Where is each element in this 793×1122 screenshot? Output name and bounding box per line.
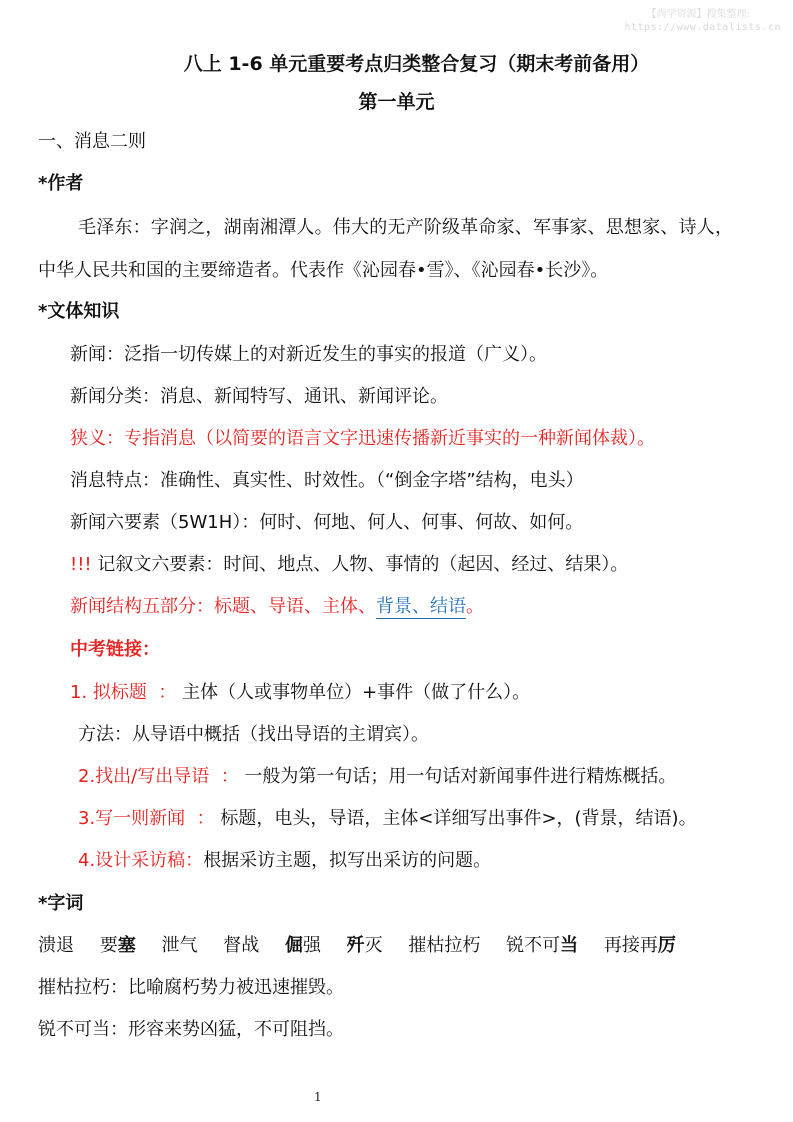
attention-mark: !!! <box>70 554 92 575</box>
news-definition: 新闻：泛指一切传媒上的对新近发生的事实的报道（广义）。 <box>70 344 547 365</box>
exam-item-separator: ： <box>146 682 177 703</box>
exam-item-label: 3.写一则新闻 <box>78 808 186 829</box>
exam-item-text: 主体（人或事物单位）+事件（做了什么）。 <box>176 682 531 703</box>
narrow-definition: 狭义：专指消息（以简要的语言文字迅速传播新近事实的一种新闻体裁）。 <box>70 428 655 449</box>
word-item: 倔强 <box>284 935 321 956</box>
word-item: 要塞 <box>99 935 136 956</box>
exam-item-separator: ： <box>185 808 215 829</box>
exam-item-label: 2.找出/写出导语 <box>78 766 210 787</box>
section-heading: 一、消息二则 <box>38 131 146 152</box>
word-item: 督战 <box>223 935 260 956</box>
word-item: 摧枯拉朽 <box>408 935 481 956</box>
genre-heading: *文体知识 <box>38 301 120 322</box>
word-list <box>38 934 676 958</box>
news-structure-prefix: 新闻结构五部分：标题、导语、主体、 <box>70 596 376 617</box>
news-structure-highlight: 背景、结语 <box>376 596 466 617</box>
word-definition-2: 锐不可当：形容来势凶猛，不可阻挡。 <box>38 1019 344 1040</box>
exam-item-text: 方法：从导语中概括（找出导语的主谓宾）。 <box>78 724 429 745</box>
exam-item-separator: ： <box>209 766 239 787</box>
author-heading: *作者 <box>38 173 84 194</box>
exam-item-2 <box>78 765 676 789</box>
word-item: 歼灭 <box>346 935 383 956</box>
word-definition-1: 摧枯拉朽：比喻腐朽势力被迅速摧毁。 <box>38 977 344 998</box>
word-item: 泄气 <box>161 935 198 956</box>
exam-item-method <box>78 723 429 747</box>
news-six-elements: 新闻六要素（5W1H）：何时、何地、何人、何事、何故、如何。 <box>70 512 584 533</box>
exam-item-label: 1. 拟标题 <box>70 682 147 703</box>
exam-item-4 <box>78 849 491 873</box>
exam-item-text: 标题，电头，导语，主体<详细写出事件>，(背景，结语)。 <box>214 808 697 829</box>
narrative-elements-line <box>70 553 628 577</box>
exam-item-text: 根据采访主题，拟写出采访的问题。 <box>203 850 492 871</box>
word-item: 再接再厉 <box>603 935 676 956</box>
exam-link-heading: 中考链接： <box>70 639 160 660</box>
exam-item-text: 一般为第一句话；用一句话对新闻事件进行精炼概括。 <box>238 766 677 787</box>
page-number: 1 <box>314 1090 322 1104</box>
exam-item-label: 4.设计采访稿： <box>78 850 204 871</box>
narrative-elements: 记叙文六要素：时间、地点、人物、事情的（起因、经过、结果）。 <box>91 554 629 575</box>
author-text-line2: 中华人民共和国的主要缔造者。代表作《沁园春•雪》、《沁园春•长沙》。 <box>38 260 609 281</box>
exam-item-1 <box>70 681 530 705</box>
news-structure-line <box>70 595 484 619</box>
word-item: 锐不可当 <box>506 935 579 956</box>
unit-title: 第一单元 <box>358 91 435 113</box>
watermark-url: https://www.datalists.cn <box>624 22 781 33</box>
news-types: 新闻分类：消息、新闻特写、通讯、新闻评论。 <box>70 386 448 407</box>
news-structure-end: 。 <box>466 596 484 617</box>
words-heading: *字词 <box>38 893 84 914</box>
exam-item-3 <box>78 807 697 831</box>
document-title: 八上 1-6 单元重要考点归类整合复习（期末考前备用） <box>183 53 650 75</box>
watermark-source: 【尚学资源】搜集整理: <box>646 9 750 20</box>
word-item: 溃退 <box>38 935 74 956</box>
author-text-line1: 毛泽东：字润之，湖南湘潭人。伟大的无产阶级革命家、军事家、思想家、诗人， <box>78 217 734 238</box>
news-features: 消息特点：准确性、真实性、时效性。（“倒金字塔”结构，电头） <box>70 470 584 491</box>
watermark <box>625 8 782 34</box>
